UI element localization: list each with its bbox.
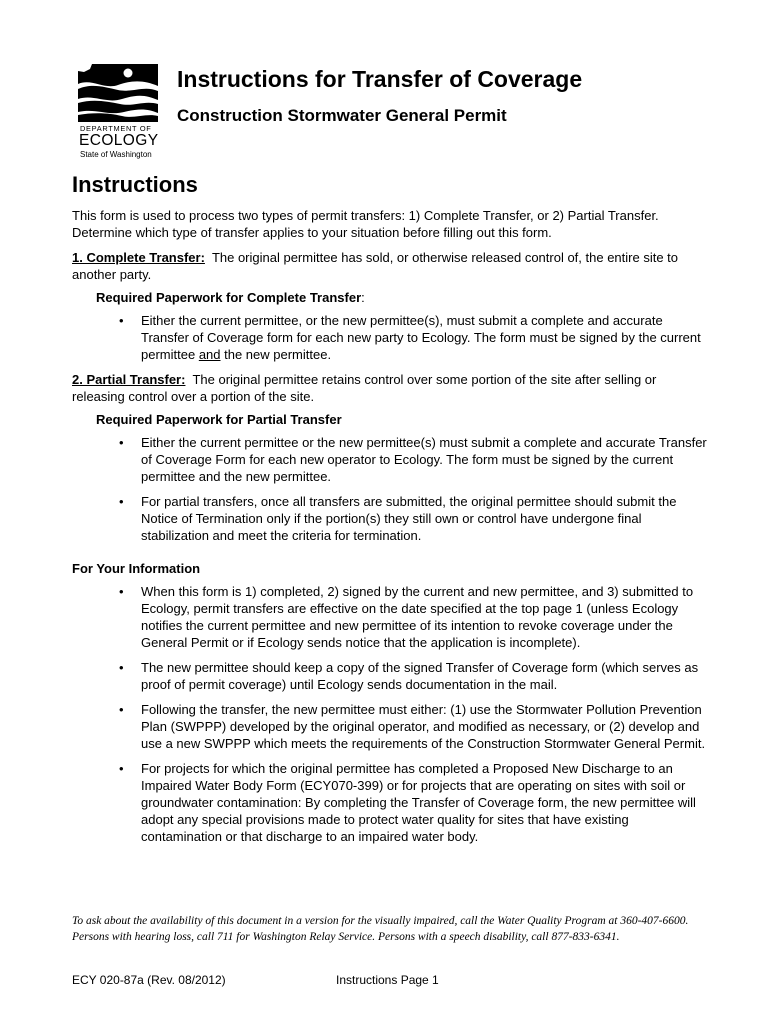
partial-transfer-text: The original permittee retains control over some portion of the site after selling or releasing control over a portion of the site.	[72, 372, 657, 404]
logo-ecology-text: ECOLOGY	[79, 132, 159, 149]
partial-paperwork-list	[72, 434, 712, 544]
complete-paperwork-label: Required Paperwork for Complete Transfer	[96, 290, 362, 305]
list-item: • When this form is 1) completed, 2) signed by the current and new permittee, and 3) submitted to Ecology, permit transfers are effective on the date specified at the top page 1 (unless Ecology notifies the current permittee and new permittee of its intention to revoke coverage under the General Permit or if Ecology sends notice that the application is incomplete).	[141, 583, 712, 651]
complete-transfer-term: 1. Complete Transfer:	[72, 250, 205, 265]
list-item: • Either the current permittee or the new permittee(s) must submit a complete and accurate Transfer of Coverage Form for each new operator to Ecology. The form must be signed by the current permittee and the new permittee.	[141, 434, 712, 485]
list-item: • Following the transfer, the new permittee must either: (1) use the Stormwater Pollution Prevention Plan (SWPPP) developed by the original operator, and modified as necessary, or (2) develop and use a new SWPPP which meets the requirements of the Construction Stormwater General Permit.	[141, 701, 712, 752]
partial-paperwork-heading: Required Paperwork for Partial Transfer	[96, 412, 342, 427]
section-heading: Instructions	[72, 172, 198, 197]
page-label: Instructions Page 1	[336, 973, 439, 987]
complete-bullet-and: and	[198, 347, 221, 362]
logo-department-text: DEPARTMENT OF	[80, 124, 152, 133]
page-title: Instructions for Transfer of Coverage	[177, 66, 583, 92]
ecology-logo-icon	[78, 64, 158, 124]
page-subtitle: Construction Stormwater General Permit	[177, 106, 507, 125]
complete-bullet-text-a: Either the current permittee, or the new permittee(s), must submit a complete and accurate Transfer of Coverage form for each new party to Ecology. The form must be signed by the current permittee	[141, 313, 701, 362]
instructions-body	[72, 207, 712, 853]
fyi-heading: For Your Information	[72, 561, 201, 576]
complete-transfer-text: The original permittee has sold, or otherwise released control of, the entire site to another party.	[72, 250, 679, 282]
complete-transfer-paragraph	[72, 249, 712, 283]
ecology-logo	[78, 64, 158, 160]
fyi-list	[72, 583, 712, 845]
complete-paperwork-list	[72, 312, 712, 363]
intro-paragraph: This form is used to process two types of permit transfers: 1) Complete Transfer, or 2) Partial Transfer. Determine which type of transfer applies to your situation before filling out this form.	[72, 208, 659, 240]
list-item: • For projects for which the original permittee has completed a Proposed New Discharge to an Impaired Water Body Form (ECY070-399) or for projects that are operating on sites with soil or groundwater contamination: By completing the Transfer of Coverage form, the new permittee will adopt any special provisions made to protect water quality for sites that have existing contamination or that discharge to an impaired water body.	[141, 760, 712, 845]
partial-transfer-term: 2. Partial Transfer:	[72, 372, 186, 387]
logo-state-text: State of Washington	[80, 150, 152, 159]
form-number: ECY 020-87a (Rev. 08/2012)	[72, 973, 226, 987]
partial-transfer-paragraph	[72, 371, 712, 405]
list-item	[141, 312, 712, 363]
accessibility-footnote: To ask about the availability of this document in a version for the visually impaired, call the Water Quality Program at 360-407-6600. Persons with hearing loss, call 711 for Washington Relay Service. Persons with a speech disability, call 877-833-6341.	[72, 915, 689, 943]
list-item: • The new permittee should keep a copy of the signed Transfer of Coverage form (which serves as proof of permit coverage) until Ecology sends documentation in the mail.	[141, 659, 712, 693]
list-item: • For partial transfers, once all transfers are submitted, the original permittee should submit the Notice of Termination only if the portion(s) they still own or control have undergone final stabilization and meet the criteria for termination.	[141, 493, 712, 544]
complete-paperwork-heading	[96, 289, 712, 306]
complete-paperwork-colon: :	[361, 290, 365, 305]
complete-bullet-text-b: the new permittee.	[220, 347, 332, 362]
